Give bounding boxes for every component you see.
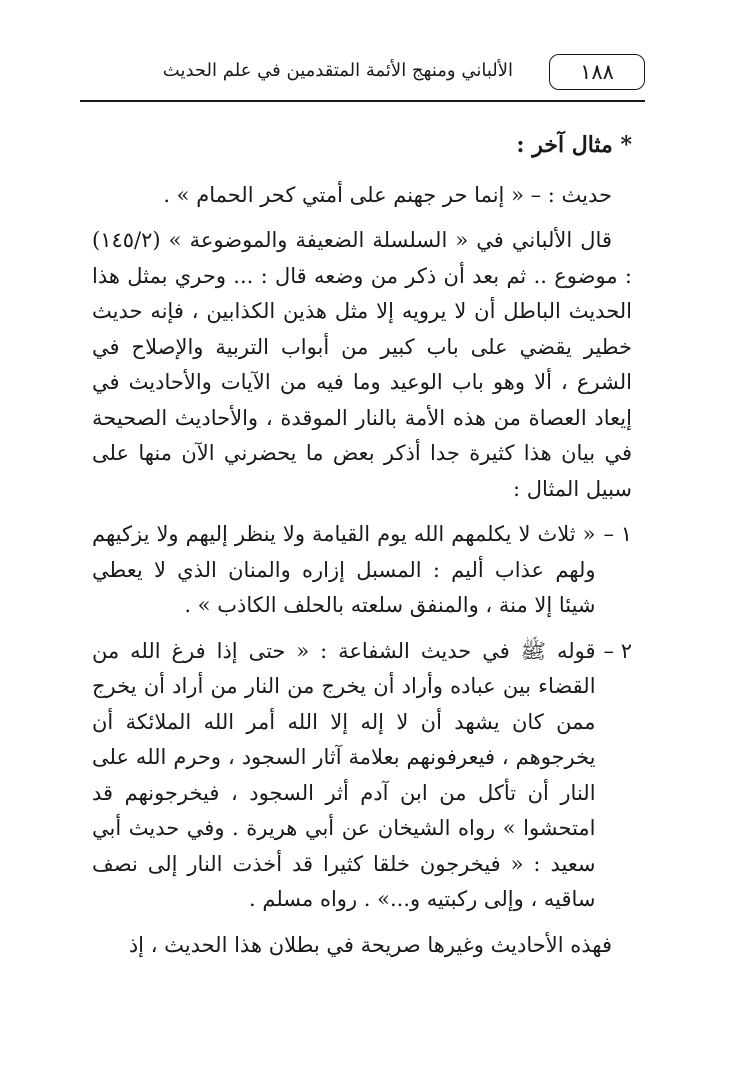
running-title: الألباني ومنهج الأئمة المتقدمين في علم الحديث <box>162 60 513 81</box>
list-item-number: ١ – <box>603 522 632 546</box>
list-item-number: ٢ – <box>603 638 632 663</box>
body-text <box>92 122 632 973</box>
hadith-line: حديث : – « إنما حر جهنم على أمتي كحر الحمام » . <box>163 182 612 207</box>
list-item-text: « ثلاث لا يكلمهم الله يوم القيامة ولا ينظر إليهم ولا يزكيهم ولهم عذاب أليم : المسبل إزاره والمنان الذي لا يعطي شيئا إلا منة ، والمنفق سلعته بالحلف الكاذب » . <box>92 522 596 617</box>
page-number-badge <box>549 54 645 90</box>
albani-paragraph: قال الألباني في « السلسلة الضعيفة والموضوعة » (١٤٥/٢) : موضوع .. ثم بعد أن ذكر من وضعه قال : ... وحري بمثل هذا الحديث الباطل أن لا يرويه إلا مثل هذين الكذابين ، فإنه حديث خطير يقضي على باب كبير من أبواب التربية والإصلاح في الشرع ، ألا وهو باب الوعيد وما فيه من الآيات والأحاديث في إيعاد العصاة من هذه الأمة بالنار الموقدة ، والأحاديث الصحيحة في بيان هذا كثيرة جدا أذكر بعض ما يحضرني الآن منها على سبيل المثال : <box>92 228 632 501</box>
section-heading: * مثال آخر : <box>516 132 632 158</box>
page-header <box>80 48 645 100</box>
list-item-text: قوله ﷺ في حديث الشفاعة : « حتى إذا فرغ الله من القضاء بين عباده وأراد أن يخرج من النار من أراد أن يخرج ممن كان يشهد أن لا إله إلا الله أمر الله الملائكة أن يخرجوهم ، فيعرفونهم بعلامة آثار السجود ، وحرم الله على النار أن تأكل من ابن آدم أثر السجود ، فيخرجونهم قد امتحشوا » رواه الشيخان عن أبي هريرة . وفي حديث أبي سعيد : « فيخرجون خلقا كثيرا قد أخذت النار إلى نصف ساقيه ، وإلى ركبتيه و...» . رواه مسلم . <box>92 638 596 911</box>
list-item <box>92 634 632 918</box>
page-number: ١٨٨ <box>580 60 614 84</box>
list-item <box>92 517 632 624</box>
header-divider <box>80 100 645 102</box>
closing-line: فهذه الأحاديث وغيرها صريحة في بطلان هذا الحديث ، إذ <box>128 932 612 957</box>
